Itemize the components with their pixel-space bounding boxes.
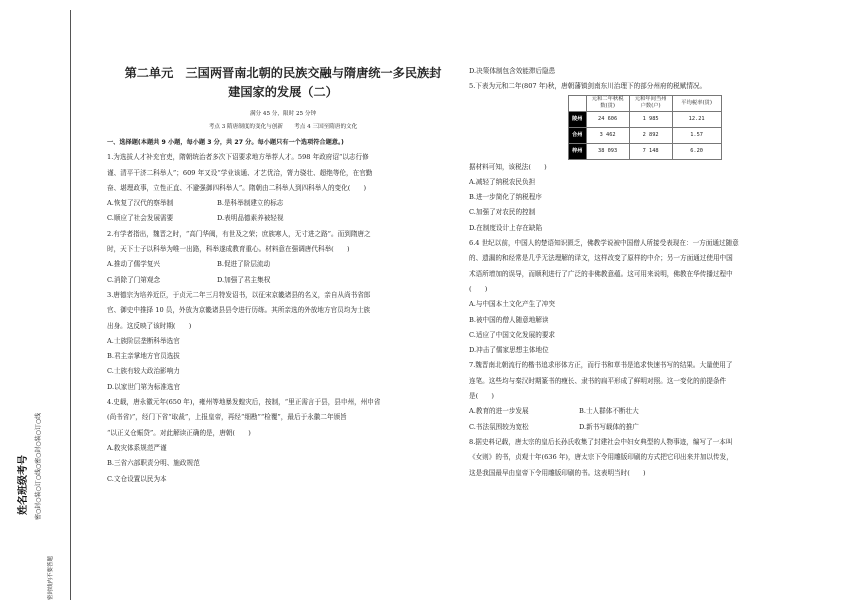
q2-option-a: A.推动了儒学复兴	[107, 260, 161, 269]
q4-option-c: C.文仓设置以民为本	[107, 474, 167, 483]
question-4	[107, 395, 459, 487]
q1-line: 奋、堪理政事，立性正直、不避强御四科举人”。隋朝由二科举人到四科举人的变化( )	[107, 183, 367, 192]
q7-line: 是( )	[469, 392, 494, 401]
q2-line: 时，天下士子以科举为唯一出路，科举遂成教育重心。材料意在强调唐代科举( )	[107, 245, 350, 254]
q6-line: 6.4 世纪以前，中国人的楚语知识匮乏，佛教学说被中国僧人所接受表现在：一方面通过随意	[469, 239, 739, 248]
q4-line: “以正义仓赈贷”。对此解读正确的是，唐朝( )	[107, 428, 251, 437]
fold-line	[70, 10, 71, 600]
table-header-cell	[569, 95, 587, 111]
question-5	[469, 79, 819, 236]
q5-option-c: C.加强了对农民的控制	[469, 208, 536, 217]
q3-line: 官、御史中推择 10 员，外放为京畿诸县县令进行历练。其所亲选的外放地方官员均为士族	[107, 306, 371, 315]
table-cell: 3 462	[586, 127, 629, 143]
table-cell: 2 892	[629, 127, 672, 143]
q2-option-c: C.消除了门第观念	[107, 275, 161, 284]
table-row	[569, 127, 722, 143]
table-cell: 38 093	[586, 143, 629, 159]
q7-option-c: C.书法氛围较为宽松	[469, 422, 529, 431]
no-answer-notice: 密封线内不要答题	[48, 555, 54, 600]
question-2	[107, 227, 459, 288]
q1-line: 谨、清平干济二科举人”；609 年又设“学业该通、才艺优洽，膂力骁壮、超绝等伦，在官勤	[107, 168, 373, 177]
question-8	[469, 435, 819, 481]
page-title: 第二单元 三国两晋南北朝的民族交融与隋唐统一多民族封	[124, 66, 442, 80]
table-cell: 7 148	[629, 143, 672, 159]
right-column	[469, 64, 819, 481]
q8-line: 8.据史料记载，唐太宗的皇后长孙氏收集了封建社会中妇女典型的人物事迹，编写了一本叫	[469, 437, 733, 446]
table-cell: 1 985	[629, 111, 672, 127]
q5-option-a: A.减轻了纳税农民负担	[469, 177, 536, 186]
table-header-cell: 元和二年秋税数(贯)	[586, 95, 629, 111]
q6-option-b: B.被中国的僧人随意地解读	[469, 315, 549, 324]
q3-option-d: D.以家世门第为标准选官	[107, 382, 181, 391]
q1-line: 1.为选拔人才补充官吏，隋朝统治者多次下诏要求地方举荐人才。598 年政府诏“以志行修	[107, 153, 369, 162]
seal-marks: 密○封○装○订○线○密○封○装○订○线	[35, 412, 42, 520]
q5-after: 据材料可知，该税法( )	[469, 162, 547, 171]
q4-option-d: D.决策体制包含效能滞后隐患	[469, 67, 556, 75]
q3-option-a: A.士族阶层垄断科举选官	[107, 336, 180, 345]
q3-line: 3.唐德宗为培养近臣，于贞元二年三月特发诏书，以征宋京畿诸县的名义，亲自从尚书省郎	[107, 290, 371, 299]
q5-option-d: D.在制度设计上存在缺陷	[469, 223, 543, 232]
q7-line: 7.魏晋南北朝流行的楷书追求形体方正，而行书和草书是追求快速书写的结果。大量使用了	[469, 361, 733, 370]
q6-option-a: A.与中国本土文化产生了冲突	[469, 300, 555, 309]
table-header-cell: 平均税率(贯)	[672, 95, 721, 111]
question-6	[469, 236, 819, 358]
name-class-id-label: 姓名班级考号	[18, 455, 29, 515]
table-header-cell: 元和年间当州户数(户)	[629, 95, 672, 111]
q4-line: 4.史载，唐永徽元年(650 年)，雍州等地暴发蝗灾后，按制，“里正需言于县，县申州，州申省	[107, 398, 381, 407]
table-row	[569, 143, 722, 159]
tax-table	[568, 95, 722, 160]
page-subtitle: 建国家的发展（二）	[228, 85, 338, 99]
q5-stem: 5.下表为元和二年(807 年)秋，唐朝藩镇剑南东川治理下的部分州府的税赋情况。	[469, 82, 707, 91]
left-column	[107, 64, 459, 487]
table-header-row	[569, 95, 722, 111]
q3-option-b: B.君主亲掌地方官员选拔	[107, 352, 180, 361]
table-row-label: 合州	[569, 127, 587, 143]
q4-line: (尚书省)”，经门下省“取裁”，上报皇帝，再经“细勘”“检覆”，最后于永徽二年颁旨	[107, 413, 347, 422]
q4-option-b: B.三省六部职责分明、施政规范	[107, 459, 200, 468]
q5-option-b: B.进一步简化了纳税程序	[469, 193, 542, 202]
q1-option-b: B.是科举制建立的标志	[217, 199, 284, 208]
q7-line: 连笔。这些均与秦汉时期篆书的瘦长、隶书的扁平形成了鲜明对照。这一变化的前提条件	[469, 376, 727, 385]
q7-option-d: D.新书写载体的推广	[579, 422, 639, 431]
q6-option-c: C.适应了中国文化发展的要求	[469, 330, 556, 339]
q7-option-a: A.教育的进一步发展	[469, 407, 529, 416]
section-header: 一、选择题(本题共 9 小题，每小题 3 分，共 27 分。每小题只有一个选项符合题意。)	[107, 139, 344, 146]
question-3	[107, 288, 459, 395]
question-7	[469, 358, 819, 434]
q6-line: 的、遗漏的和经常是几乎无法理解的译文，这样改变了原样的中介；另一方面通过使用中国	[469, 254, 733, 263]
q8-line: 这是我国最早由皇帝下令用雕版印刷的书。这表明当时( )	[469, 468, 646, 477]
table-row-label: 陵州	[569, 111, 587, 127]
table-cell: 1.57	[672, 127, 721, 143]
table-cell: 12.21	[672, 111, 721, 127]
table-cell: 6.20	[672, 143, 721, 159]
q6-line: ( )	[469, 284, 488, 293]
topics: 考点 3 隋唐制度的变化与创新 考点 4 三国至隋唐的文化	[208, 124, 358, 130]
q2-line: 2.有学者指出，魏晋之时，“高门华阀，有世及之荣；庶族寒人，无寸进之路”。而到隋唐之	[107, 229, 371, 238]
q6-option-d: D.冲击了儒家思想主体地位	[469, 346, 549, 355]
q7-option-b: B.士人群体不断壮大	[579, 407, 639, 416]
q2-option-d: D.加强了君主集权	[217, 275, 271, 284]
q6-line: 术语所增加的误导，而顺利进行了广泛的非佛教意蕴。这可用来说明，佛教在华传播过程中	[469, 269, 733, 278]
q1-option-c: C.顺应了社会发展需要	[107, 214, 174, 223]
question-1	[107, 150, 459, 226]
table-cell: 24 606	[586, 111, 629, 127]
q4-option-a: A.救灾体系规范严谨	[107, 443, 167, 452]
q1-option-a: A.恢复了汉代的察举制	[107, 199, 174, 208]
q8-line: 《女则》的书，贞观十年(636 年)，唐太宗下令用雕版印刷的方式把它印出来并加以传发，	[469, 453, 733, 462]
q2-option-b: B.促进了阶层流动	[217, 260, 271, 269]
q3-option-c: C.士族有较大政治影响力	[107, 367, 180, 376]
table-row	[569, 111, 722, 127]
q1-option-d: D.表明品德素养被轻视	[217, 214, 284, 223]
score-time: 满分 45 分，限时 25 分钟	[249, 111, 317, 117]
q3-line: 出身。这反映了该时期( )	[107, 321, 192, 330]
table-row-label: 梓州	[569, 143, 587, 159]
